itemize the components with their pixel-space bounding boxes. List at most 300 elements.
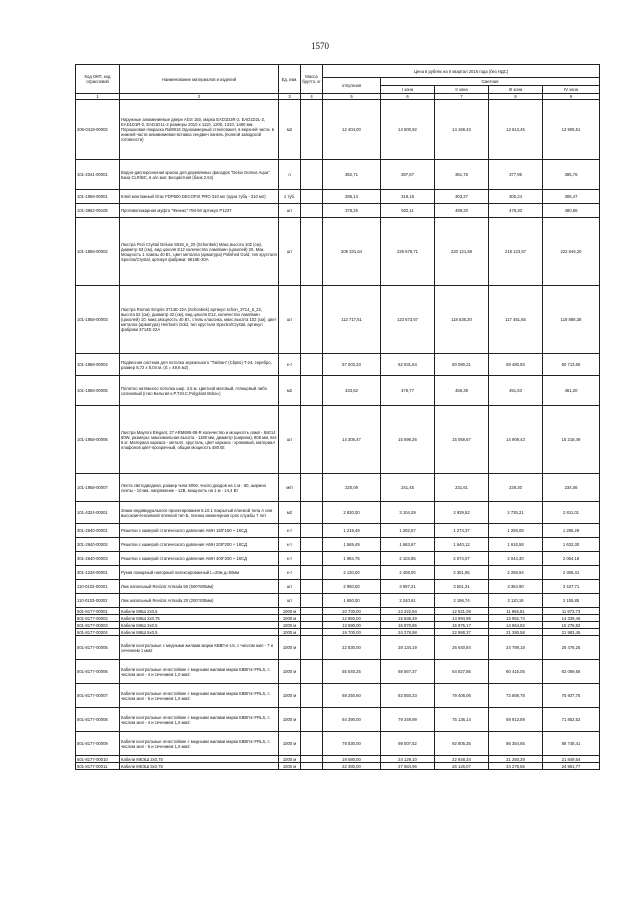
item-unit: 1000 м (279, 732, 301, 756)
zone4-price: 11 973,73 (543, 608, 600, 615)
zone4-price: 461,20 (543, 376, 600, 406)
zone2-price: 3 501,31 (435, 580, 489, 594)
table-row (76, 594, 600, 608)
zone2-price: 26 126,07 (435, 763, 489, 770)
zone2-price: 15 975,17 (435, 622, 489, 629)
item-code: 101-1958-00001 (76, 190, 120, 204)
zone4-price: 1 286,29 (543, 524, 600, 538)
zone2-price: 2 939,52 (435, 502, 489, 524)
zone3-price: 60 415,05 (489, 660, 543, 684)
item-unit: м2 (279, 376, 301, 406)
item-unit: к-т (279, 538, 301, 552)
zone1-price: 3 597,21 (381, 580, 435, 594)
zone4-price: 119 888,38 (543, 286, 600, 354)
release-price: 2 950,00 (323, 580, 381, 594)
item-mass (301, 406, 323, 474)
column-number: 6 (381, 94, 435, 100)
item-code: 501-8177-00008 (76, 708, 120, 732)
header-estimate: Сметная (381, 78, 600, 86)
release-price: 57 003,33 (323, 354, 381, 376)
item-mass (301, 608, 323, 615)
zone2-price: 231,61 (435, 474, 489, 502)
header-mass: Масса брутто, кг (301, 65, 323, 94)
item-code: 101-2041-00001 (76, 160, 120, 190)
item-code: 101-1958-00007 (76, 474, 120, 502)
table-row (76, 218, 600, 286)
table-row (76, 552, 600, 566)
release-price: 12 850,00 (323, 615, 381, 622)
item-code: 301-2640-00001 (76, 524, 120, 538)
item-mass (301, 594, 323, 608)
item-mass (301, 684, 323, 708)
item-code: 206-0418-00002 (76, 100, 120, 160)
item-mass (301, 580, 323, 594)
table-row (76, 538, 600, 552)
item-name: Кабели МКШ 3х0,5 (120, 622, 279, 629)
zone3-price: 24 789,18 (489, 636, 543, 660)
zone3-price: 478,30 (489, 204, 543, 218)
item-unit: шт (279, 204, 301, 218)
item-unit: шт (279, 218, 301, 286)
item-mass (301, 502, 323, 524)
zone2-price: 14 168,43 (435, 100, 489, 160)
zone3-price: 2 258,94 (489, 566, 543, 580)
item-code: 501-8177-00007 (76, 684, 120, 708)
zone4-price: 306,47 (543, 190, 600, 204)
table-row (76, 732, 600, 756)
release-price: 1 219,49 (323, 524, 381, 538)
item-mass (301, 552, 323, 566)
zone3-price: 2 110,19 (489, 594, 543, 608)
item-code: 101-1856-00005 (76, 376, 120, 406)
table-row (76, 763, 600, 770)
item-name: Кабели контрольные с медными жилами марки КВВГнг-LS, с числом жил - 7 и сечением 1 мм2 (120, 636, 279, 660)
zone2-price: 2 196,74 (435, 594, 489, 608)
item-mass (301, 204, 323, 218)
item-name: Рукав пожарный напорный латексированный L=20м д=50мм (120, 566, 279, 580)
release-price: 14 305,47 (323, 406, 381, 474)
item-unit: к-т (279, 354, 301, 376)
item-name: Кабели МКШ 2х0,75 (120, 615, 279, 622)
item-name: Противопожарная муфта "Феникс" ПМ-50 артикул P1237 (120, 204, 279, 218)
header-name: Наименование материалов и изделий (120, 65, 279, 94)
zone3-price: 1 616,58 (489, 538, 543, 552)
zone1-price: 79 349,99 (381, 708, 435, 732)
item-mass (301, 286, 323, 354)
release-price: 13 690,00 (323, 622, 381, 629)
item-name: Наружные алюминиевые двери AGS 150, марка EAD1D2R-2, EAD1D2L-2, EAD1D1R-2, EAD1D1L-2 размеры 2010 х 1110, 1200, 1310, 1460 мм. Порошковая покраска Ral9016 Однокамерный стеклопакет, в верхней части, в нижней части алюминиевая вставка сендвич панель (полной заводской готовности) (120, 100, 279, 160)
table-row (76, 524, 600, 538)
zone4-price: 13 905,51 (543, 100, 600, 160)
item-mass (301, 629, 323, 636)
release-price: 362,71 (323, 160, 381, 190)
item-code: 101-1858-00002 (76, 218, 120, 286)
release-price: 64 390,00 (323, 708, 381, 732)
zone4-price: 25 476,25 (543, 636, 600, 660)
item-unit: 1000 м (279, 615, 301, 622)
item-code: 501-8177-00011 (76, 763, 120, 770)
header-zone2: II зона (435, 86, 489, 94)
zone2-price: 303,27 (435, 190, 489, 204)
table-row (76, 684, 600, 708)
release-price: 10 730,00 (323, 608, 381, 615)
table-row (76, 190, 600, 204)
zone3-price: 117 451,65 (489, 286, 543, 354)
item-code: 501-8177-00004 (76, 629, 120, 636)
zone2-price: 220 121,59 (435, 218, 489, 286)
item-name: Решетки с камерой статического давления АМН 400*200 + 1КСД (120, 552, 279, 566)
zone3-price: 1 256,08 (489, 524, 543, 538)
release-price: 22 830,00 (323, 636, 381, 660)
zone1-price: 2 408,00 (381, 566, 435, 580)
zone2-price: 75 136,14 (435, 708, 489, 732)
item-code: 501-8177-00003 (76, 622, 120, 629)
item-unit: 1000 м (279, 684, 301, 708)
item-name: Знаки индивидуального проектирования 6.10.1 покрытый пленкой типа А или высокоинтенсивной пленкой тип Б, пленка инженерная срок службы 7 лет (120, 502, 279, 524)
zone4-price: 222 646,20 (543, 218, 600, 286)
release-price: 2 130,00 (323, 566, 381, 580)
zone4-price: 15 218,49 (543, 406, 600, 474)
table-row (76, 474, 600, 502)
item-mass (301, 708, 323, 732)
item-code: 301-2640-00003 (76, 552, 120, 566)
zone1-price: 318,18 (381, 190, 435, 204)
zone4-price: 15 276,82 (543, 622, 600, 629)
item-unit: шт (279, 286, 301, 354)
item-unit: 1000 м (279, 622, 301, 629)
zone2-price: 456,39 (435, 376, 489, 406)
item-code: 110-0103-00002 (76, 594, 120, 608)
item-unit: 1000 м (279, 629, 301, 636)
item-unit: л (279, 160, 301, 190)
zone1-price: 1 663,67 (381, 538, 435, 552)
item-unit: шт (279, 580, 301, 594)
item-mass (301, 474, 323, 502)
item-code: 501-8177-00006 (76, 660, 120, 684)
zone4-price: 3 437,71 (543, 580, 600, 594)
zone2-price: 15 059,67 (435, 406, 489, 474)
item-mass (301, 160, 323, 190)
item-mass (301, 763, 323, 770)
zone2-price: 26 640,84 (435, 636, 489, 660)
zone2-price: 22 988,37 (435, 629, 489, 636)
zone3-price: 14 909,43 (489, 406, 543, 474)
item-mass (301, 218, 323, 286)
item-mass (301, 636, 323, 660)
zone4-price: 71 852,52 (543, 708, 600, 732)
zone4-price: 21 983,45 (543, 629, 600, 636)
item-mass (301, 732, 323, 756)
table-row (76, 286, 600, 354)
item-mass (301, 190, 323, 204)
zone4-price: 1 632,30 (543, 538, 600, 552)
item-name: Решетки с камерой статического давления АМН 150*150 + 1КСД (120, 524, 279, 538)
table-row (76, 708, 600, 732)
item-name: Лента светодиодная, размер чипа 5050, число диодов на 1 м - 60, ширина ленты - 10 мм, напряжение - 12В, мощность на 1 м - 14,4 Вт (120, 474, 279, 502)
zone3-price: 229,30 (489, 474, 543, 502)
zone3-price: 73 889,78 (489, 684, 543, 708)
zone3-price: 69 913,89 (489, 708, 543, 732)
zone2-price: 2 074,07 (435, 552, 489, 566)
item-code: 501-8177-00002 (76, 615, 120, 622)
table-row (76, 406, 600, 474)
table-row (76, 608, 600, 615)
zone1-price: 1 292,67 (381, 524, 435, 538)
zone1-price: 2 103,85 (381, 552, 435, 566)
zone2-price: 14 994,95 (435, 615, 489, 622)
release-price: 68 250,60 (323, 684, 381, 708)
zone4-price: 88 748,41 (543, 732, 600, 756)
column-number: 4 (301, 94, 323, 100)
header-price-group: Цена в рублях на II квартал 2016 года (без НДС) (323, 65, 600, 78)
zone1-price: 68 567,37 (381, 660, 435, 684)
zone2-price: 92 805,35 (435, 732, 489, 756)
item-name: Кабели МКЭШ 3х0,75 (120, 763, 279, 770)
zone2-price: 79 406,06 (435, 684, 489, 708)
item-unit: м2 (279, 502, 301, 524)
zone4-price: 60 713,65 (543, 354, 600, 376)
zone2-price: 22 848,34 (435, 756, 489, 763)
item-unit: к-т (279, 524, 301, 538)
item-mass (301, 354, 323, 376)
header-zone3: III зона (489, 86, 543, 94)
header-zone1: I зона (381, 86, 435, 94)
zone4-price: 2 064,18 (543, 552, 600, 566)
release-price: 19 700,00 (323, 629, 381, 636)
zone1-price: 502,11 (381, 204, 435, 218)
item-code: 101-4324-00001 (76, 502, 120, 524)
zone2-price: 64 827,86 (435, 660, 489, 684)
item-unit: шт (279, 406, 301, 474)
item-name: Люк напольный Revizor Armada 20 (200*200мм) (120, 594, 279, 608)
table-row (76, 376, 600, 406)
item-name: Кабели МКШ 5х0,5 (120, 629, 279, 636)
zone2-price: 1 274,37 (435, 524, 489, 538)
release-price: 378,25 (323, 204, 381, 218)
item-code: 101-1858-00003 (76, 286, 120, 354)
item-code: 501-8177-00001 (76, 608, 120, 615)
item-name: Люстра Pezi Crystal Deluxe 6618_в_20 (Schonbek) Макс.высота 102 (см), диаметр 53 (см), вид цоколя E12 количество ламп/мин (цоколей) 20, Мак. Мощность 1 лампы 40 Вт., цвет металла (арматура) Polished Gold, тип хрусталя Spectra/Crystal, артикул фабрики: 6618E-20A (120, 218, 279, 286)
zone1-price: 16 870,85 (381, 622, 435, 629)
zone3-price: 11 856,81 (489, 608, 543, 615)
item-unit: к-т (279, 552, 301, 566)
zone4-price: 2 308,41 (543, 566, 600, 580)
item-unit: 1000 м (279, 608, 301, 615)
column-number: 1 (76, 94, 120, 100)
zone2-price: 60 080,21 (435, 354, 489, 376)
zone1-price: 123 673,67 (381, 286, 435, 354)
release-price: 2 830,00 (323, 502, 381, 524)
item-name: Кабели МКШ 2х0,5 (120, 608, 279, 615)
table-row (76, 354, 600, 376)
item-code: 501-8177-00009 (76, 732, 120, 756)
zone1-price: 2 240,61 (381, 594, 435, 608)
zone3-price: 300,24 (489, 190, 543, 204)
item-name: Люстра Mayroni Elegant, 27 ARM685-08-R количество и мощность ламп - 8хE14 60W, размеры: максимальная высота - 1190 мм, диаметр (ширина), 806 мм, вес 6 кг. Материал каркаса - металл, хрусталь, цвет каркаса - хромовый, материал плафонов цвет-прозрачный, общая мощность 480 Вт. (120, 406, 279, 474)
table-row (76, 100, 600, 160)
zone1-price: 241,45 (381, 474, 435, 502)
item-name: Люстра Roman Empire 3714E-22A (Schonbek) артикул schon_3714_в_22, высота 52 (см), диаметр 42 (см), вид цоколя E12, количество ламп/мин (цоколей) 10, макс.мощность 40 Вт., стиль классика, макс.высота 102 (см), цвет металла (арматура) Heirloom Gold, тип хрусталя Spectra/Crystal, артикул фабрики 3714E-22A (120, 286, 279, 354)
release-price: 220,06 (323, 474, 381, 502)
item-unit: 1000 м (279, 756, 301, 763)
zone1-price: 24 276,98 (381, 629, 435, 636)
zone1-price: 397,67 (381, 160, 435, 190)
zone1-price: 229 678,71 (381, 218, 435, 286)
zone1-price: 14 500,92 (381, 100, 435, 160)
item-name: Кабели контрольные огнестойкие с медными жилами марки КВВГнг-FRLS, с числом жил - 4 и сечением 1,5 мм2 (120, 708, 279, 732)
item-name: Кабели МКЭШ 2х0,75 (120, 756, 279, 763)
zone3-price: 13 952,74 (489, 615, 543, 622)
column-number: 5 (323, 94, 381, 100)
item-code: 501-8177-00010 (76, 756, 120, 763)
table-row (76, 660, 600, 684)
table-row (76, 622, 600, 629)
page-number: 1570 (311, 41, 329, 51)
release-price: 1 650,00 (323, 594, 381, 608)
header-zone4: IV зона (543, 86, 600, 94)
item-unit: 1000 м (279, 660, 301, 684)
table-row (76, 566, 600, 580)
zone3-price: 377,95 (489, 160, 543, 190)
release-price: 22 380,00 (323, 763, 381, 770)
column-number: 9 (543, 94, 600, 100)
zone3-price: 218 123,57 (489, 218, 543, 286)
release-price: 19 580,00 (323, 756, 381, 763)
release-price: 12 404,00 (323, 100, 381, 160)
zone2-price: 118 635,20 (435, 286, 489, 354)
table-row (76, 629, 600, 636)
zone1-price: 83 850,33 (381, 684, 435, 708)
item-code: 301-1226-00001 (76, 566, 120, 580)
release-price: 1 984,75 (323, 552, 381, 566)
release-price: 285,14 (323, 190, 381, 204)
item-name: Решетки с камерой статического давления АМН 200*200 + 1КСД (120, 538, 279, 552)
item-unit: м/п (279, 474, 301, 502)
release-price: 1 569,49 (323, 538, 381, 552)
table-row (76, 615, 600, 622)
zone3-price: 86 354,65 (489, 732, 543, 756)
item-code: 101-1858-00004 (76, 354, 120, 376)
item-unit: 1 туб. (279, 190, 301, 204)
zone3-price: 59 480,83 (489, 354, 543, 376)
zone4-price: 14 339,46 (543, 615, 600, 622)
table-body (76, 100, 600, 770)
zone2-price: 1 640,12 (435, 538, 489, 552)
item-mass (301, 538, 323, 552)
release-price: 79 530,00 (323, 732, 381, 756)
item-unit: 1000 м (279, 708, 301, 732)
item-name: Кабели контрольные огнестойкие с медными жилами марки КВВГнг-FRLS, с числом жил - 4 и сечением 1,0 мм2 (120, 660, 279, 684)
item-code: 101-1958-00006 (76, 406, 120, 474)
zone3-price: 14 864,82 (489, 622, 543, 629)
item-mass (301, 524, 323, 538)
column-number: 7 (435, 94, 489, 100)
zone4-price: 2 811,01 (543, 502, 600, 524)
item-code: 301-2640-00002 (76, 538, 120, 552)
zone3-price: 2 735,21 (489, 502, 543, 524)
table-row (76, 756, 600, 763)
zone1-price: 98 007,52 (381, 732, 435, 756)
zone1-price: 13 222,94 (381, 608, 435, 615)
zone2-price: 361,76 (435, 160, 489, 190)
item-name: Подвесная система для потолка зеркального "Тайпан" (Clipso) T-24, серебро, размер 8,72 х 8,04 м, (S = 49,6 м2) (120, 354, 279, 376)
table-row (76, 160, 600, 190)
item-name: Кабели контрольные огнестойкие с медными жилами марки КВВГнг-FRLS, с числом жил - 5 и сечением 1,5 мм2 (120, 732, 279, 756)
item-unit: м2 (279, 100, 301, 160)
zone1-price: 24 129,10 (381, 756, 435, 763)
table-row (76, 636, 600, 660)
zone1-price: 15 696,26 (381, 406, 435, 474)
header-unit: Ед. изм. (279, 65, 301, 94)
item-name: Водно-дисперсионная краска для деревянных фасадов "Delux Domus Aqua". База CLR/BC, в а/л мат. Бесцветная (банк 2,5л) (120, 160, 279, 190)
item-mass (301, 756, 323, 763)
column-number: 2 (120, 94, 279, 100)
zone4-price: 24 951,77 (543, 763, 600, 770)
zone3-price: 21 390,58 (489, 629, 543, 636)
item-mass (301, 622, 323, 629)
item-code: 101-3862-09105 (76, 204, 120, 218)
item-name: Клей монтажный Orac FDP500 DECOFIX PRO 310 мл (одна туба - 310 мл) (120, 190, 279, 204)
item-code: 501-8177-00005 (76, 636, 120, 660)
zone1-price: 28 134,19 (381, 636, 435, 660)
item-name: Люк напольный Revizor Armada 50 (500*500мм) (120, 580, 279, 594)
release-price: 433,62 (323, 376, 381, 406)
item-mass (301, 566, 323, 580)
table-row (76, 580, 600, 594)
item-mass (301, 615, 323, 622)
zone3-price: 13 613,45 (489, 100, 543, 160)
zone3-price: 451,63 (489, 376, 543, 406)
zone3-price: 2 044,30 (489, 552, 543, 566)
item-unit: 1000 м (279, 763, 301, 770)
zone2-price: 12 521,08 (435, 608, 489, 615)
price-table (75, 64, 600, 770)
item-code: 110-0103-00001 (76, 580, 120, 594)
table-row (76, 502, 600, 524)
zone1-price: 476,77 (381, 376, 435, 406)
release-price: 55 540,25 (323, 660, 381, 684)
zone4-price: 75 937,75 (543, 684, 600, 708)
header-code: Код ОКП, код отраслевой (76, 65, 120, 94)
zone1-price: 27 584,96 (381, 763, 435, 770)
zone1-price: 15 836,49 (381, 615, 435, 622)
zone3-price: 3 354,90 (489, 580, 543, 594)
zone3-price: 24 278,65 (489, 763, 543, 770)
table-row (76, 204, 600, 218)
item-unit: шт (279, 594, 301, 608)
zone4-price: 385,76 (543, 160, 600, 190)
zone4-price: 2 155,85 (543, 594, 600, 608)
zone4-price: 234,06 (543, 474, 600, 502)
column-number: 8 (489, 94, 543, 100)
header-release: отпускная (323, 78, 381, 94)
column-number: 3 (279, 94, 301, 100)
zone1-price: 62 631,64 (381, 354, 435, 376)
item-mass (301, 100, 323, 160)
release-price: 209 331,64 (323, 218, 381, 286)
item-unit: к-т (279, 566, 301, 580)
zone4-price: 21 849,54 (543, 756, 600, 763)
release-price: 112 717,51 (323, 286, 381, 354)
item-mass (301, 660, 323, 684)
zone1-price: 3 104,29 (381, 502, 435, 524)
zone2-price: 489,20 (435, 204, 489, 218)
zone4-price: 62 069,56 (543, 660, 600, 684)
item-unit: 1000 м (279, 636, 301, 660)
zone2-price: 2 351,85 (435, 566, 489, 580)
item-name: Полотно натяжного потолка шир. 3,5 м. Цветной матовый, глянцевый либо сатиновый (п-во Бельгия к.P.T.M.C.Polyplast Bvba») (120, 376, 279, 406)
zone4-price: 480,66 (543, 204, 600, 218)
